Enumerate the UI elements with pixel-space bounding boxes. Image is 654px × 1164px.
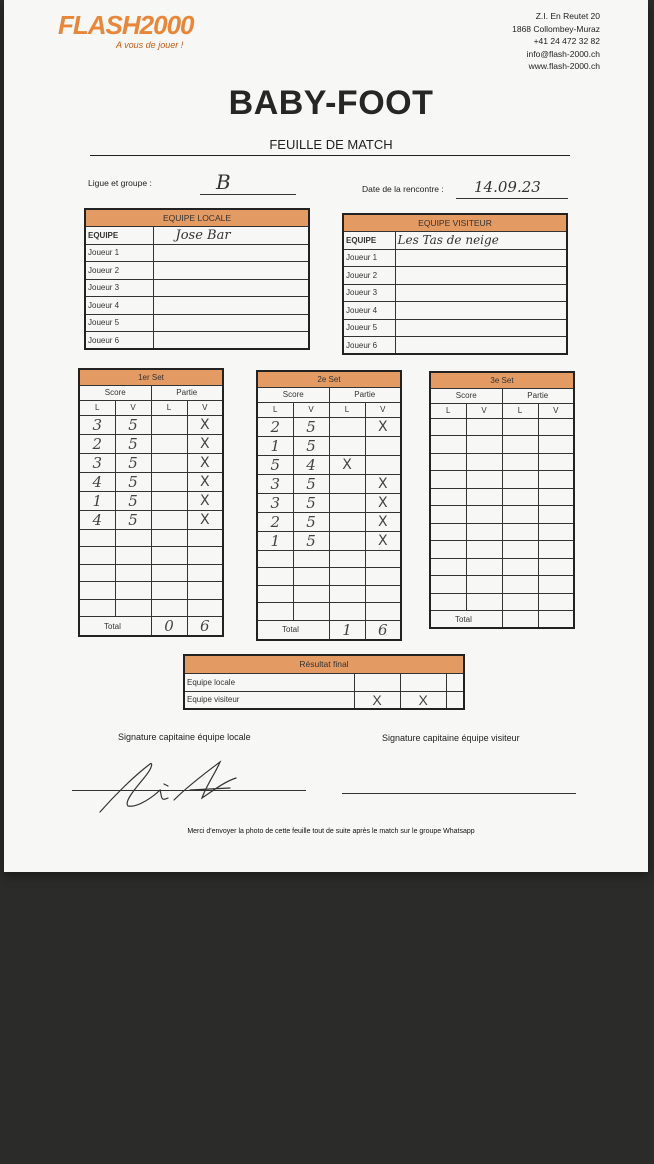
score-l-cell[interactable] (430, 593, 466, 611)
game-row (430, 523, 574, 541)
score-v-cell[interactable] (293, 585, 329, 603)
score-header: Score (430, 388, 502, 403)
result-mark-cell[interactable] (354, 673, 400, 691)
game-row (430, 558, 574, 576)
score-l-cell[interactable]: 1 (79, 491, 115, 510)
game-row (79, 599, 223, 617)
partie-l-cell[interactable] (329, 531, 365, 550)
score-v-cell[interactable] (466, 436, 502, 454)
game-row (79, 547, 223, 565)
away-team-name: Les Tas de neige (397, 233, 499, 248)
col-l-header: L (151, 400, 187, 415)
score-l-cell[interactable] (430, 558, 466, 576)
partie-l-cell[interactable] (151, 415, 187, 434)
result-mark-cell[interactable] (400, 673, 446, 691)
score-v-cell[interactable]: 4 (293, 455, 329, 474)
partie-header: Partie (151, 385, 223, 400)
final-result-heading: Résultat final (184, 655, 464, 673)
partie-l-cell[interactable] (502, 418, 538, 436)
home-player-label: Joueur 4 (85, 297, 153, 315)
set-title: 2e Set (257, 371, 401, 387)
score-v-cell[interactable] (466, 576, 502, 594)
score-v-cell[interactable]: 5 (293, 512, 329, 531)
partie-v-cell[interactable] (538, 523, 574, 541)
partie-l-cell[interactable] (329, 585, 365, 603)
away-team-heading: EQUIPE VISITEUR (343, 214, 567, 232)
result-row-label: Equipe visiteur (184, 691, 354, 709)
col-l-header: L (329, 402, 365, 417)
partie-v-cell[interactable]: X (187, 415, 223, 434)
partie-v-cell[interactable] (365, 603, 401, 621)
set-title: 3e Set (430, 372, 574, 388)
partie-v-cell[interactable] (538, 558, 574, 576)
home-player-label: Joueur 1 (85, 244, 153, 262)
partie-v-cell[interactable]: X (187, 472, 223, 491)
partie-l-cell[interactable]: X (329, 455, 365, 474)
page-subtitle: FEUILLE DE MATCH (269, 137, 393, 152)
home-player-field[interactable] (153, 244, 309, 262)
game-row (79, 434, 223, 453)
away-signature-line[interactable] (342, 793, 576, 794)
partie-v-cell[interactable] (538, 418, 574, 436)
set-3-table (429, 371, 575, 629)
score-v-cell[interactable]: 5 (293, 436, 329, 455)
result-mark-cell[interactable]: X (354, 691, 400, 709)
partie-v-cell[interactable] (365, 436, 401, 455)
score-l-cell[interactable] (79, 582, 115, 600)
partie-l-cell[interactable] (329, 568, 365, 586)
partie-v-cell[interactable]: X (365, 417, 401, 436)
total-v-cell[interactable] (538, 611, 574, 629)
total-v-cell[interactable]: 6 (187, 617, 223, 637)
score-v-cell[interactable] (115, 564, 151, 582)
partie-l-cell[interactable] (329, 436, 365, 455)
col-l-header: L (79, 400, 115, 415)
score-l-cell[interactable]: 1 (257, 531, 293, 550)
title-divider (90, 155, 570, 156)
partie-l-cell[interactable] (502, 576, 538, 594)
partie-v-cell[interactable] (538, 436, 574, 454)
score-v-cell[interactable]: 5 (115, 472, 151, 491)
partie-v-cell[interactable] (187, 582, 223, 600)
score-v-cell[interactable] (293, 550, 329, 568)
league-value: B (216, 170, 231, 194)
partie-v-cell[interactable]: X (365, 474, 401, 493)
home-team-name: Jose Bar (175, 227, 231, 243)
total-label: Total (430, 611, 502, 629)
away-signature-label: Signature capitaine équipe visiteur (382, 733, 520, 743)
score-l-cell[interactable] (430, 541, 466, 559)
address-line: 1868 Collombey-Muraz (512, 23, 600, 34)
score-v-cell[interactable] (115, 599, 151, 617)
date-value: 14.09.23 (474, 178, 541, 196)
home-team-name-field[interactable] (153, 227, 309, 245)
score-l-cell[interactable]: 1 (257, 436, 293, 455)
league-label: Ligue et groupe : (88, 178, 152, 188)
home-player-field[interactable] (153, 262, 309, 280)
home-player-label: Joueur 2 (85, 262, 153, 280)
league-field[interactable] (200, 172, 296, 195)
partie-v-cell[interactable] (365, 455, 401, 474)
home-player-field[interactable] (153, 279, 309, 297)
score-v-cell[interactable]: 5 (115, 510, 151, 529)
game-row (430, 593, 574, 611)
partie-l-cell[interactable] (151, 599, 187, 617)
score-l-cell[interactable] (79, 547, 115, 565)
score-l-cell[interactable]: 4 (79, 472, 115, 491)
partie-l-cell[interactable] (502, 558, 538, 576)
game-row (79, 415, 223, 434)
partie-l-cell[interactable] (151, 564, 187, 582)
game-row (257, 455, 401, 474)
score-l-cell[interactable] (257, 603, 293, 621)
away-player-label: Joueur 4 (343, 302, 395, 320)
score-l-cell[interactable] (257, 550, 293, 568)
col-l-header: L (430, 403, 466, 418)
partie-l-cell[interactable] (151, 453, 187, 472)
footer-note: Merci d'envoyer la photo de cette feuille tout de suite après le match sur le groupe Whatsapp (187, 828, 475, 835)
partie-header: Partie (329, 387, 401, 402)
partie-v-cell[interactable] (187, 564, 223, 582)
total-l-cell[interactable]: 1 (329, 620, 365, 640)
away-team-table (342, 213, 568, 355)
score-l-cell[interactable]: 2 (257, 417, 293, 436)
partie-header: Partie (502, 388, 574, 403)
game-row (430, 488, 574, 506)
score-v-cell[interactable] (466, 418, 502, 436)
partie-l-cell[interactable] (151, 510, 187, 529)
partie-v-cell[interactable]: X (187, 491, 223, 510)
partie-v-cell[interactable] (538, 488, 574, 506)
away-player-label: Joueur 1 (343, 249, 395, 267)
score-v-cell[interactable] (466, 471, 502, 489)
score-v-cell[interactable] (115, 547, 151, 565)
partie-l-cell[interactable] (151, 547, 187, 565)
score-l-cell[interactable]: 3 (79, 415, 115, 434)
score-l-cell[interactable] (430, 576, 466, 594)
away-player-label: Joueur 6 (343, 337, 395, 355)
score-l-cell[interactable] (79, 529, 115, 547)
game-row (430, 471, 574, 489)
score-l-cell[interactable] (430, 523, 466, 541)
partie-v-cell[interactable] (538, 506, 574, 524)
set-2-table (256, 370, 402, 641)
home-captain-signature (94, 756, 254, 818)
home-team-label: EQUIPE (85, 227, 153, 245)
total-l-cell[interactable] (502, 611, 538, 629)
home-team-table (84, 208, 310, 350)
score-l-cell[interactable]: 2 (79, 434, 115, 453)
score-v-cell[interactable] (466, 541, 502, 559)
score-l-cell[interactable]: 3 (257, 493, 293, 512)
score-l-cell[interactable] (430, 506, 466, 524)
partie-l-cell[interactable] (502, 436, 538, 454)
game-row (257, 550, 401, 568)
score-v-cell[interactable] (115, 529, 151, 547)
game-row (430, 418, 574, 436)
game-row (430, 436, 574, 454)
partie-v-cell[interactable] (365, 585, 401, 603)
partie-l-cell[interactable] (502, 506, 538, 524)
away-player-label: Joueur 2 (343, 267, 395, 285)
address-line: Z.I. En Reutet 20 (535, 11, 600, 21)
col-v-header: V (365, 402, 401, 417)
col-v-header: V (538, 403, 574, 418)
away-player-field[interactable] (395, 319, 567, 337)
score-v-cell[interactable]: 5 (293, 531, 329, 550)
away-player-label: Joueur 5 (343, 319, 395, 337)
game-row (79, 582, 223, 600)
score-v-cell[interactable] (115, 582, 151, 600)
partie-v-cell[interactable] (538, 453, 574, 471)
partie-v-cell[interactable]: X (187, 453, 223, 472)
partie-v-cell[interactable] (187, 529, 223, 547)
total-label: Total (79, 617, 151, 637)
set-1-table (78, 368, 224, 637)
score-v-cell[interactable] (466, 453, 502, 471)
partie-l-cell[interactable] (151, 582, 187, 600)
away-player-field[interactable] (395, 302, 567, 320)
game-row (79, 453, 223, 472)
score-v-cell[interactable] (466, 488, 502, 506)
col-v-header: V (115, 400, 151, 415)
brand-logo: FLASH2000 (58, 10, 194, 40)
game-row (430, 453, 574, 471)
company-address (512, 10, 600, 73)
col-l-header: L (257, 402, 293, 417)
score-v-cell[interactable] (466, 506, 502, 524)
game-row (257, 512, 401, 531)
home-player-label: Joueur 3 (85, 279, 153, 297)
score-v-cell[interactable]: 5 (293, 493, 329, 512)
partie-l-cell[interactable] (151, 434, 187, 453)
partie-v-cell[interactable] (538, 471, 574, 489)
home-player-label: Joueur 5 (85, 314, 153, 332)
result-mark-cell[interactable]: X (400, 691, 446, 709)
score-v-cell[interactable] (466, 523, 502, 541)
game-row (430, 576, 574, 594)
address-website: www.flash-2000.ch (528, 61, 600, 71)
game-row (257, 417, 401, 436)
score-l-cell[interactable]: 3 (79, 453, 115, 472)
score-l-cell[interactable] (257, 568, 293, 586)
score-l-cell[interactable]: 5 (257, 455, 293, 474)
score-l-cell[interactable] (430, 471, 466, 489)
score-l-cell[interactable]: 3 (257, 474, 293, 493)
partie-l-cell[interactable] (502, 471, 538, 489)
game-row (257, 493, 401, 512)
score-header: Score (79, 385, 151, 400)
score-v-cell[interactable] (466, 593, 502, 611)
game-row (79, 472, 223, 491)
partie-l-cell[interactable] (329, 512, 365, 531)
away-player-field[interactable] (395, 337, 567, 355)
partie-l-cell[interactable] (502, 488, 538, 506)
score-l-cell[interactable] (79, 599, 115, 617)
total-v-cell[interactable]: 6 (365, 620, 401, 640)
partie-l-cell[interactable] (502, 523, 538, 541)
brand-slogan: A vous de jouer ! (116, 40, 184, 50)
score-v-cell[interactable]: 5 (293, 417, 329, 436)
game-row (430, 541, 574, 559)
partie-l-cell[interactable] (502, 593, 538, 611)
partie-l-cell[interactable] (329, 550, 365, 568)
score-l-cell[interactable] (430, 488, 466, 506)
set-title: 1er Set (79, 369, 223, 385)
date-field[interactable] (456, 178, 568, 199)
score-l-cell[interactable] (430, 453, 466, 471)
final-result-table (183, 654, 465, 710)
date-label: Date de la rencontre : (362, 184, 444, 194)
game-row (257, 603, 401, 621)
result-mark-cell[interactable] (446, 673, 464, 691)
partie-v-cell[interactable]: X (365, 493, 401, 512)
game-row (79, 491, 223, 510)
game-row (257, 531, 401, 550)
score-l-cell[interactable] (79, 564, 115, 582)
away-player-field[interactable] (395, 284, 567, 302)
partie-v-cell[interactable] (538, 593, 574, 611)
total-l-cell[interactable]: 0 (151, 617, 187, 637)
score-header: Score (257, 387, 329, 402)
home-player-field[interactable] (153, 332, 309, 350)
partie-v-cell[interactable]: X (187, 510, 223, 529)
partie-l-cell[interactable] (329, 474, 365, 493)
address-phone: +41 24 472 32 82 (533, 36, 600, 46)
game-row (257, 436, 401, 455)
partie-v-cell[interactable] (187, 599, 223, 617)
game-row (79, 510, 223, 529)
score-l-cell[interactable] (257, 585, 293, 603)
partie-v-cell[interactable] (187, 547, 223, 565)
partie-v-cell[interactable]: X (187, 434, 223, 453)
result-mark-cell[interactable] (446, 691, 464, 709)
score-v-cell[interactable]: 5 (115, 453, 151, 472)
col-v-header: V (293, 402, 329, 417)
home-player-field[interactable] (153, 297, 309, 315)
home-signature-label: Signature capitaine équipe locale (118, 732, 251, 742)
partie-l-cell[interactable] (151, 472, 187, 491)
away-team-name-field[interactable] (395, 232, 567, 250)
col-v-header: V (187, 400, 223, 415)
home-team-heading: EQUIPE LOCALE (85, 209, 309, 227)
score-l-cell[interactable] (430, 436, 466, 454)
result-row-label: Equipe locale (184, 673, 354, 691)
partie-l-cell[interactable] (151, 491, 187, 510)
partie-l-cell[interactable] (329, 417, 365, 436)
score-l-cell[interactable]: 2 (257, 512, 293, 531)
away-player-field[interactable] (395, 249, 567, 267)
away-player-label: Joueur 3 (343, 284, 395, 302)
home-player-field[interactable] (153, 314, 309, 332)
partie-l-cell[interactable] (329, 603, 365, 621)
score-v-cell[interactable]: 5 (115, 491, 151, 510)
address-email: info@flash-2000.ch (526, 48, 600, 59)
col-v-header: V (466, 403, 502, 418)
partie-l-cell[interactable] (502, 453, 538, 471)
score-v-cell[interactable]: 5 (115, 415, 151, 434)
score-v-cell[interactable] (293, 568, 329, 586)
game-row (257, 474, 401, 493)
match-sheet (4, 0, 648, 872)
game-row (257, 585, 401, 603)
game-row (257, 568, 401, 586)
partie-v-cell[interactable] (365, 568, 401, 586)
home-player-label: Joueur 6 (85, 332, 153, 350)
partie-v-cell[interactable]: X (365, 531, 401, 550)
partie-v-cell[interactable]: X (365, 512, 401, 531)
partie-v-cell[interactable] (538, 576, 574, 594)
score-v-cell[interactable]: 5 (115, 434, 151, 453)
score-v-cell[interactable] (293, 603, 329, 621)
game-row (430, 506, 574, 524)
score-l-cell[interactable]: 4 (79, 510, 115, 529)
away-player-field[interactable] (395, 267, 567, 285)
col-l-header: L (502, 403, 538, 418)
partie-v-cell[interactable] (538, 541, 574, 559)
game-row (79, 529, 223, 547)
total-label: Total (257, 620, 329, 640)
partie-v-cell[interactable] (365, 550, 401, 568)
score-v-cell[interactable]: 5 (293, 474, 329, 493)
partie-l-cell[interactable] (502, 541, 538, 559)
score-v-cell[interactable] (466, 558, 502, 576)
page-title: BABY-FOOT (228, 84, 434, 122)
away-team-label: EQUIPE (343, 232, 395, 250)
partie-l-cell[interactable] (151, 529, 187, 547)
game-row (79, 564, 223, 582)
score-l-cell[interactable] (430, 418, 466, 436)
partie-l-cell[interactable] (329, 493, 365, 512)
